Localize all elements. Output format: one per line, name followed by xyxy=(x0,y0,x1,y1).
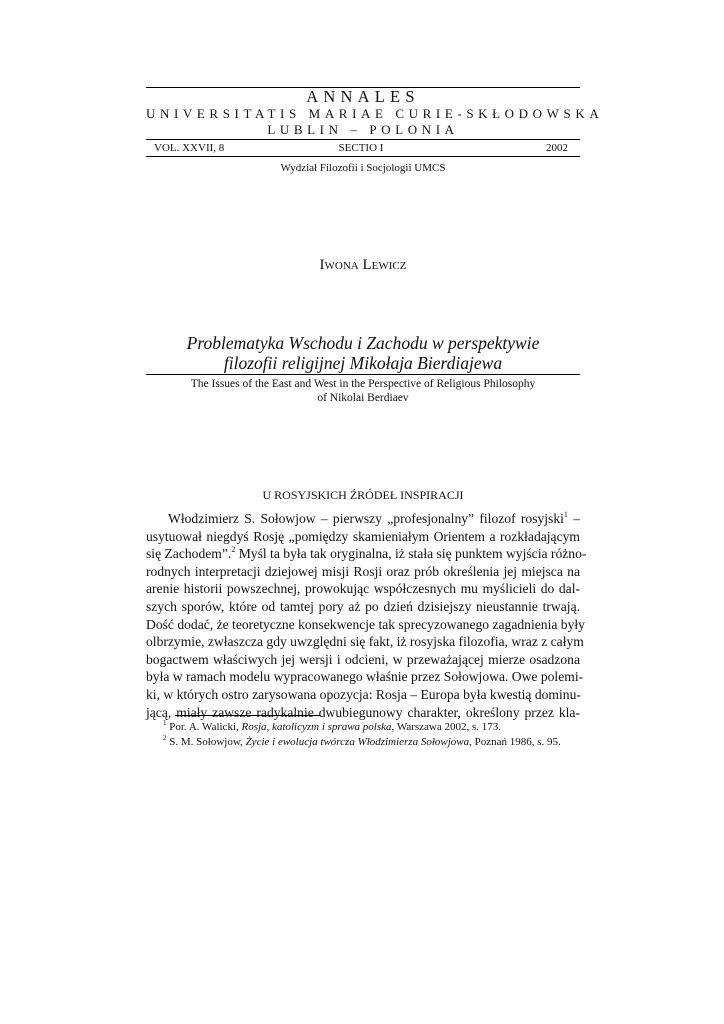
footnote-separator xyxy=(175,715,320,716)
body-line: Dość dodać, że teoretyczne konsekwencje tak sprecyzowanego zagadnienia były xyxy=(146,616,585,632)
title-pl-line-1: Problematyka Wschodu i Zachodu w perspektywie xyxy=(186,333,540,353)
footnote-text: , Poznań 1986, s. 95. xyxy=(469,736,561,748)
header-mid-rule xyxy=(146,139,580,140)
footnote-number: 1 xyxy=(163,719,167,727)
article-title-polish xyxy=(146,333,580,373)
body-line: szych sporów, które od tamtej pory aż po dzień dzisiejszy nieustannie trwają. xyxy=(146,598,580,614)
footnote-ref-2: 2 xyxy=(231,545,236,555)
footnote-cited-title: Rosja, katolicyzm i sprawa polska xyxy=(241,721,392,733)
body-line: jącą, miały zawsze radykalnie dwubiegunowy charakter, określony przez kla- xyxy=(146,704,580,720)
volume-number: VOL. XXVII, 8 xyxy=(154,142,225,154)
university-name: UNIVERSITATIS MARIAE CURIE-SKŁODOWSKA xyxy=(146,106,604,121)
body-line xyxy=(146,510,580,528)
footnote-text: S. M. Sołowjow, xyxy=(166,736,246,748)
body-text-fragment: – xyxy=(567,511,580,526)
title-rule xyxy=(146,374,580,375)
journal-title: ANNALES xyxy=(306,87,420,106)
publication-year: 2002 xyxy=(546,142,568,154)
body-line: rodnych interpretacji dziejowej misji Rosji oraz prób określenia jej miejsca na xyxy=(146,563,580,579)
section-heading: U ROSYJSKICH ŹRÓDEŁ INSPIRACJI xyxy=(262,488,464,502)
faculty-name: Wydział Filozofii i Socjologii UMCS xyxy=(280,162,446,174)
footnote-1 xyxy=(146,720,597,734)
body-line xyxy=(146,545,587,563)
section-label: SECTIO I xyxy=(338,142,384,154)
body-line: usytuował niegdyś Rosję „pomiędzy skamieniałym Orientem a rozkładającym xyxy=(146,528,580,544)
header-bottom-rule xyxy=(146,156,580,157)
publication-location: LUBLIN – POLONIA xyxy=(267,122,459,137)
body-line: ki, w których ostro zarysowana opozycja: Rosja – Europa była kwestią dominu- xyxy=(146,686,581,702)
title-en-line-1: The Issues of the East and West in the Perspective of Religious Philosophy xyxy=(190,378,536,390)
footnote-ref-1: 1 xyxy=(563,510,568,519)
footnote-cited-title: Życie i ewolucja twórcza Włodzimierza Sołowjowa xyxy=(245,736,470,748)
body-line: arenie historii powszechnej, prowokując współczesnych mu myślicieli do dal- xyxy=(146,581,580,597)
footnote-text: Por. A. Walicki, xyxy=(166,721,242,733)
body-line: była w ramach modelu wypracowanego właśnie przez Sołowjowa. Owe polemi- xyxy=(146,669,584,685)
body-text-fragment: Włodzimierz S. Sołowjow – pierwszy „profesjonalny” filozof rosyjski xyxy=(168,511,564,526)
article-author: Iwona Lewicz xyxy=(319,257,407,273)
footnote-number: 2 xyxy=(163,734,167,742)
body-text-fragment: się Zachodem”. xyxy=(146,546,232,562)
body-text xyxy=(146,510,587,721)
body-text-fragment: Myśl ta była tak oryginalna, iż stała się punktem wyjścia różno- xyxy=(235,546,587,562)
title-pl-line-2: filozofii religijnej Mikołaja Bierdiajewa xyxy=(223,353,503,373)
body-line: olbrzymie, zwłaszcza gdy uwzględni się fakt, iż rosyjska filozofia, wraz z całym xyxy=(146,634,584,650)
footnote-2 xyxy=(146,735,597,749)
title-en-line-2: of Nikolai Berdiaev xyxy=(317,392,409,404)
body-line: bogactwem właściwych jej wersji i odcieni, w przeważającej mierze osadzona xyxy=(146,651,580,667)
footnote-text: , Warszawa 2002, s. 173. xyxy=(391,721,502,733)
article-title-english xyxy=(146,377,580,405)
